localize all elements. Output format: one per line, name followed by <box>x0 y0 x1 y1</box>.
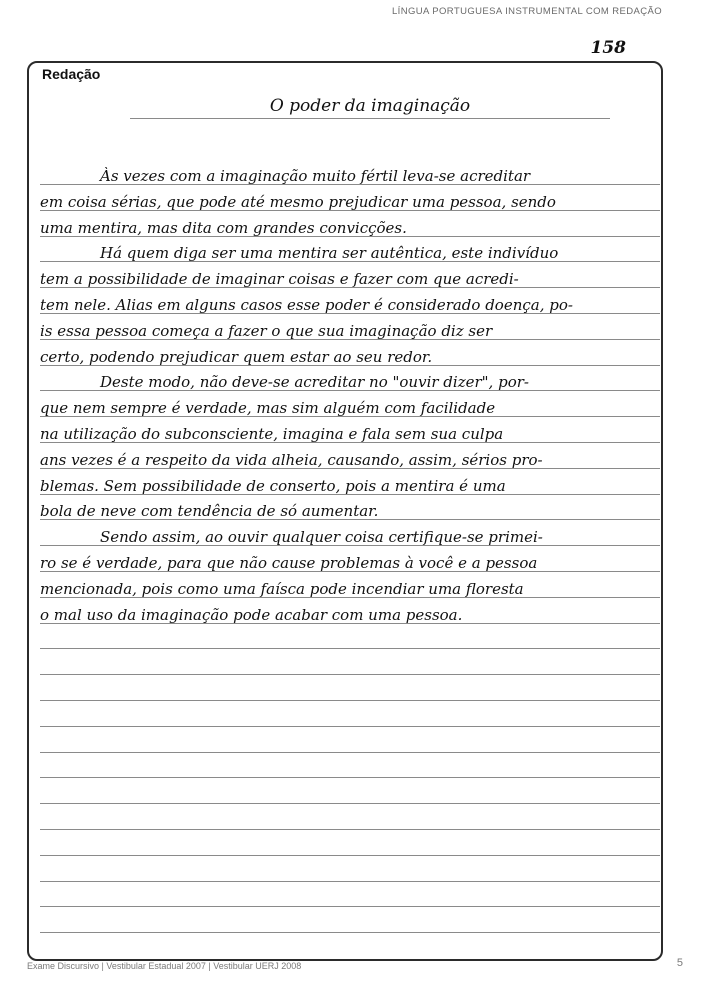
ruled-line <box>40 932 660 933</box>
essay-line: tem nele. Alias em alguns casos esse poder é considerado doença, po- <box>40 296 573 314</box>
ruled-line <box>40 752 660 753</box>
essay-line: bola de neve com tendência de só aumentar. <box>40 502 379 520</box>
essay-line: na utilização do subconsciente, imagina e fala sem sua culpa <box>40 425 504 443</box>
ruled-line <box>40 855 660 856</box>
ruled-line <box>40 726 660 727</box>
essay-line: Há quem diga ser uma mentira ser autêntica, este indivíduo <box>100 244 559 262</box>
essay-line: tem a possibilidade de imaginar coisas e fazer com que acredi- <box>40 270 519 288</box>
title-rule <box>130 118 610 119</box>
footer-text: Exame Discursivo | Vestibular Estadual 2007 | Vestibular UERJ 2008 <box>27 961 302 971</box>
essay-line: blemas. Sem possibilidade de conserto, pois a mentira é uma <box>40 477 506 495</box>
ruled-line <box>40 777 660 778</box>
section-label: Redação <box>42 66 101 82</box>
ruled-line <box>40 881 660 882</box>
essay-line: uma mentira, mas dita com grandes convicções. <box>40 219 407 237</box>
ruled-line <box>40 648 660 649</box>
essay-line: ans vezes é a respeito da vida alheia, causando, assim, sérios pro- <box>40 451 543 469</box>
essay-line: is essa pessoa começa a fazer o que sua imaginação diz ser <box>40 322 493 340</box>
essay-line: ro se é verdade, para que não cause problemas à você e a pessoa <box>40 554 538 572</box>
footer-mark: 5 <box>676 957 683 969</box>
essay-line: em coisa sérias, que pode até mesmo prejudicar uma pessoa, sendo <box>40 193 556 211</box>
essay-line: Deste modo, não deve-se acreditar no "ouvir dizer", por- <box>100 373 529 391</box>
essay-line: que nem sempre é verdade, mas sim alguém com facilidade <box>40 399 496 417</box>
ruled-line <box>40 674 660 675</box>
running-head: LÍNGUA PORTUGUESA INSTRUMENTAL COM REDAÇÃO <box>392 6 662 17</box>
essay-line: Às vezes com a imaginação muito fértil leva-se acreditar <box>100 167 531 185</box>
essay-line: Sendo assim, ao ouvir qualquer coisa certifique-se primei- <box>100 528 543 546</box>
essay-line: certo, podendo prejudicar quem estar ao seu redor. <box>40 348 433 366</box>
ruled-line <box>40 906 660 907</box>
page-number: 158 <box>590 38 626 58</box>
ruled-line <box>40 700 660 701</box>
ruled-line <box>40 803 660 804</box>
essay-title: O poder da imaginação <box>269 96 471 116</box>
essay-line: mencionada, pois como uma faísca pode incendiar uma floresta <box>40 580 524 598</box>
ruled-line <box>40 829 660 830</box>
essay-line: o mal uso da imaginação pode acabar com uma pessoa. <box>40 606 463 624</box>
